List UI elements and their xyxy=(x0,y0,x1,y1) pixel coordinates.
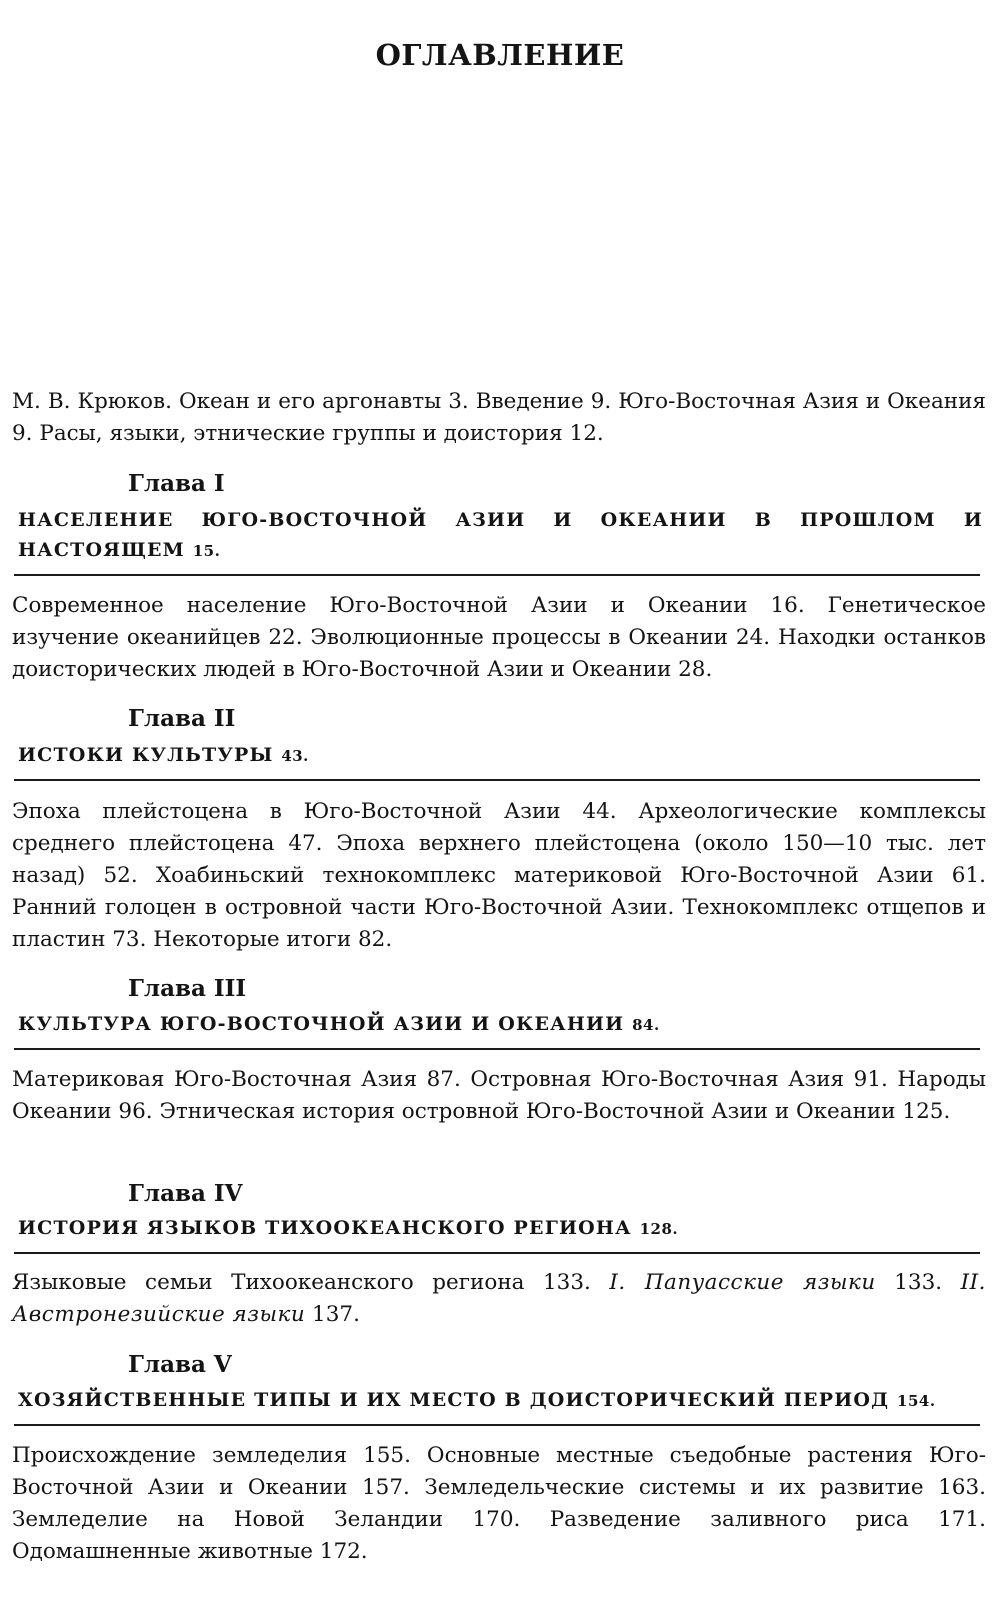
chapter-4-rule xyxy=(14,1252,980,1254)
chapter-5-title-text: ХОЗЯЙСТВЕННЫЕ ТИПЫ И ИХ МЕСТО В ДОИСТОРИЧЕСКИЙ ПЕРИОД xyxy=(18,1389,890,1411)
chapter-4-title-text: ИСТОРИЯ ЯЗЫКОВ ТИХООКЕАНСКОГО РЕГИОНА xyxy=(18,1217,632,1239)
chapter-4-title xyxy=(18,1213,983,1244)
chapter-5-page: 154. xyxy=(897,1392,936,1410)
chapter-4-contents-mid: 133. xyxy=(894,1270,943,1295)
chapter-1-contents: Современное население Юго-Восточной Азии и Океании 16. Генетическое изучение океанийцев 22. Эволюционные процессы в Океании 24. Находки останков доисторических людей в Юго-Восточной Азии и Океании 28. xyxy=(12,593,986,682)
chapter-4-label: Глава IV xyxy=(128,1180,243,1207)
chapter-3-label: Глава III xyxy=(128,975,247,1002)
chapter-4-austronesian-languages: II. Австронезийские языки xyxy=(12,1270,986,1327)
chapter-2-title-text: ИСТОКИ КУЛЬТУРЫ xyxy=(18,744,274,766)
chapter-2-page: 43. xyxy=(281,747,309,765)
chapter-1-rule xyxy=(14,574,980,576)
chapter-3-title-text: КУЛЬТУРА ЮГО-ВОСТОЧНОЙ АЗИИ И ОКЕАНИИ xyxy=(18,1013,625,1035)
chapter-5-title xyxy=(18,1385,983,1416)
chapter-4-contents-end: 137. xyxy=(312,1302,360,1327)
chapter-4-papuan-languages: I. Папуасские языки xyxy=(609,1270,876,1295)
chapter-1-title-text: НАСЕЛЕНИЕ ЮГО-ВОСТОЧНОЙ АЗИИ И ОКЕАНИИ В ПРОШЛОМ И НАСТОЯЩЕМ xyxy=(18,509,983,561)
chapter-3-contents: Материковая Юго-Восточная Азия 87. Островная Юго-Восточная Азия 91. Народы Океании 96. Этническая история островной Юго-Восточной Азии и Океании 125. xyxy=(12,1067,986,1124)
page-title: ОГЛАВЛЕНИЕ xyxy=(375,38,625,72)
chapter-2-label: Глава II xyxy=(128,705,236,732)
chapter-5-label: Глава V xyxy=(128,1351,232,1378)
chapter-1-title xyxy=(18,505,983,566)
chapter-3-page: 84. xyxy=(632,1016,660,1034)
chapter-3-rule xyxy=(14,1048,980,1050)
chapter-2-title xyxy=(18,740,983,771)
chapter-2-contents: Эпоха плейстоцена в Юго-Восточной Азии 44. Археологические комплексы среднего плейстоцена 47. Эпоха верхнего плейстоцена (около 150—10 тыс. лет назад) 52. Хоабиньский технокомплекс материковой Юго-Восточной Азии 61. Ранний голоцен в островной части Юго-Восточной Азии. Технокомплекс отщепов и пластин 73. Некоторые итоги 82. xyxy=(12,799,986,952)
chapter-1-label: Глава I xyxy=(128,470,225,497)
chapter-5-rule xyxy=(14,1424,980,1426)
chapter-4-contents-lead: Языковые семьи Тихоокеанского региона 133. xyxy=(12,1270,591,1295)
chapter-5-contents: Происхождение земледелия 155. Основные местные съедобные растения Юго-Восточной Азии и Океании 157. Земледельческие системы и их развитие 163. Земледелие на Новой Зеландии 170. Разведение заливного риса 171. Одомашненные животные 172. xyxy=(12,1443,986,1564)
chapter-3-title xyxy=(18,1009,983,1040)
chapter-4-contents xyxy=(12,1267,986,1331)
intro-paragraph: М. В. Крюков. Океан и его аргонавты 3. Введение 9. Юго-Восточная Азия и Океания 9. Расы, языки, этнические группы и доистория 12. xyxy=(12,389,986,446)
chapter-1-page: 15. xyxy=(192,542,221,560)
chapter-2-rule xyxy=(14,779,980,781)
chapter-4-page: 128. xyxy=(639,1220,679,1238)
